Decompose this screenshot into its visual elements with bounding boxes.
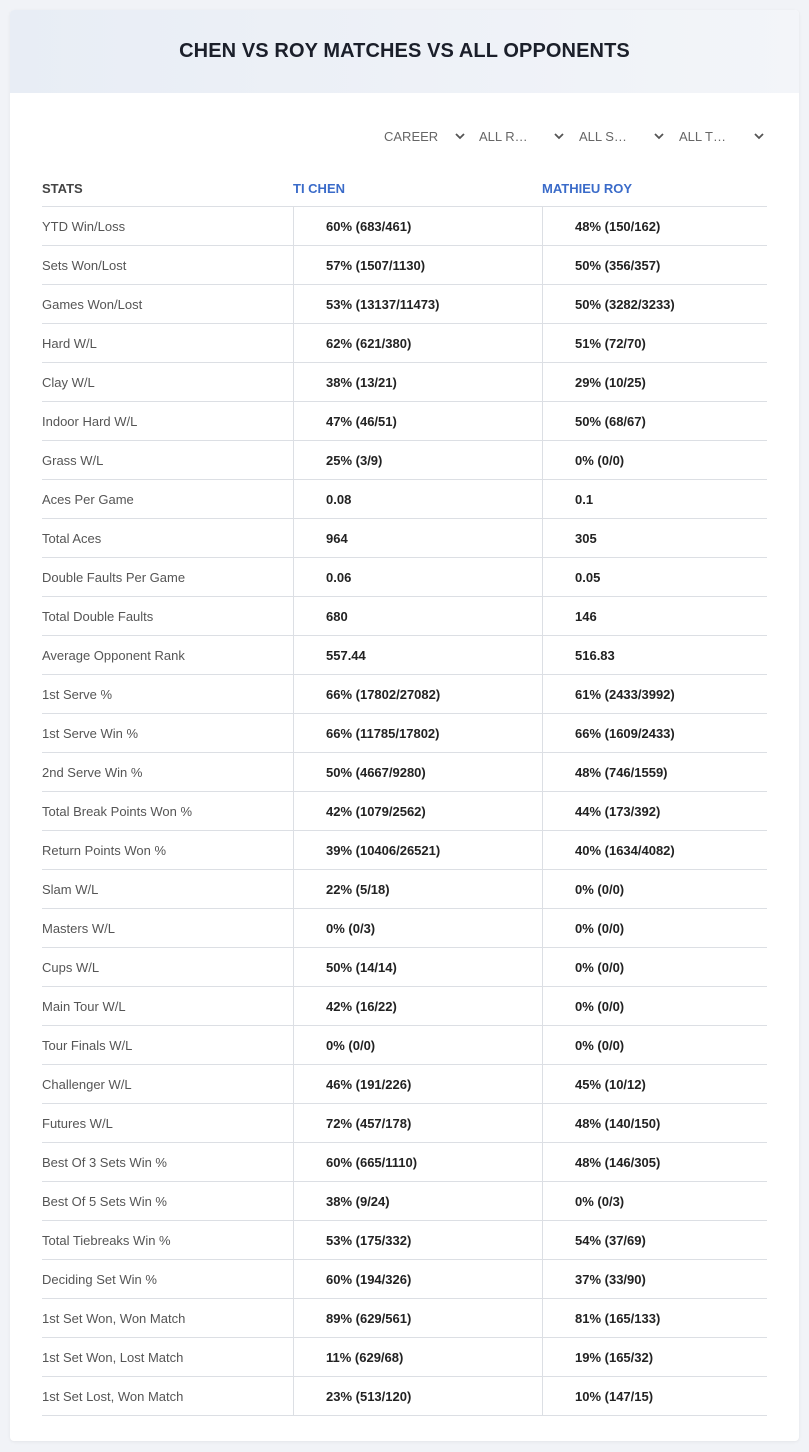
player2-value: 10% (147/15) — [542, 1377, 767, 1415]
table-row — [42, 792, 767, 831]
player1-value: 0.08 — [293, 480, 542, 518]
player1-value: 46% (191/226) — [293, 1065, 542, 1103]
table-row — [42, 1065, 767, 1104]
stat-label: Total Double Faults — [42, 608, 154, 624]
chevron-down-icon — [454, 130, 466, 142]
player2-value: 0% (0/0) — [542, 441, 767, 479]
player1-value: 25% (3/9) — [293, 441, 542, 479]
player2-value: 48% (150/162) — [542, 207, 767, 245]
stat-label: YTD Win/Loss — [42, 218, 126, 234]
player2-link[interactable]: MATHIEU ROY — [542, 180, 633, 196]
player2-value: 48% (140/150) — [542, 1104, 767, 1142]
table-row — [42, 363, 767, 402]
table-row — [42, 987, 767, 1026]
round-filter-dropdown[interactable] — [479, 125, 565, 147]
stat-label: Challenger W/L — [42, 1076, 132, 1092]
player2-value: 0% (0/0) — [542, 1026, 767, 1064]
tournament-filter-dropdown[interactable] — [679, 125, 765, 147]
stat-label: Best Of 3 Sets Win % — [42, 1154, 167, 1170]
stat-label: Slam W/L — [42, 881, 99, 897]
player1-value: 11% (629/68) — [293, 1338, 542, 1376]
stat-label: 1st Set Lost, Won Match — [42, 1388, 184, 1404]
player1-value: 23% (513/120) — [293, 1377, 542, 1415]
table-row — [42, 1260, 767, 1299]
player1-value: 72% (457/178) — [293, 1104, 542, 1142]
player1-value: 38% (13/21) — [293, 363, 542, 401]
stat-label: Sets Won/Lost — [42, 257, 127, 273]
player1-value: 680 — [293, 597, 542, 635]
player2-value: 0.1 — [542, 480, 767, 518]
stat-label: 1st Set Won, Lost Match — [42, 1349, 184, 1365]
player1-value: 60% (194/326) — [293, 1260, 542, 1298]
stat-label: 1st Serve % — [42, 686, 113, 702]
table-row — [42, 714, 767, 753]
player2-value: 48% (146/305) — [542, 1143, 767, 1181]
player1-value: 0% (0/0) — [293, 1026, 542, 1064]
stat-label: Games Won/Lost — [42, 296, 143, 312]
player1-value: 22% (5/18) — [293, 870, 542, 908]
player2-value: 516.83 — [542, 636, 767, 674]
stat-label: Futures W/L — [42, 1115, 113, 1131]
table-row — [42, 831, 767, 870]
chevron-down-icon — [553, 130, 565, 142]
player1-value: 66% (11785/17802) — [293, 714, 542, 752]
tournament-filter-label: ALL T… — [679, 128, 726, 144]
player1-value: 50% (14/14) — [293, 948, 542, 986]
table-row — [42, 519, 767, 558]
player2-value: 54% (37/69) — [542, 1221, 767, 1259]
stat-label: Aces Per Game — [42, 491, 134, 507]
stat-label: Return Points Won % — [42, 842, 167, 858]
stat-label: Hard W/L — [42, 335, 97, 351]
player1-value: 39% (10406/26521) — [293, 831, 542, 869]
player1-value: 62% (621/380) — [293, 324, 542, 362]
player2-value: 0% (0/0) — [542, 909, 767, 947]
chevron-down-icon — [653, 130, 665, 142]
table-row — [42, 246, 767, 285]
table-row — [42, 1299, 767, 1338]
chevron-down-icon — [753, 130, 765, 142]
player2-value: 61% (2433/3992) — [542, 675, 767, 713]
player1-value: 557.44 — [293, 636, 542, 674]
stat-label: Tour Finals W/L — [42, 1037, 133, 1053]
stat-label: Average Opponent Rank — [42, 647, 185, 663]
player1-value: 60% (683/461) — [293, 207, 542, 245]
stat-label: Cups W/L — [42, 959, 100, 975]
table-row — [42, 285, 767, 324]
player1-value: 42% (1079/2562) — [293, 792, 542, 830]
stat-label: Indoor Hard W/L — [42, 413, 138, 429]
player1-value: 53% (13137/11473) — [293, 285, 542, 323]
player2-value: 66% (1609/2433) — [542, 714, 767, 752]
stat-label: 1st Serve Win % — [42, 725, 139, 741]
table-row — [42, 1182, 767, 1221]
table-row — [42, 753, 767, 792]
table-row — [42, 1143, 767, 1182]
stats-card — [10, 10, 799, 1441]
table-body — [42, 207, 767, 1416]
player2-value: 0% (0/0) — [542, 987, 767, 1025]
stat-label: Grass W/L — [42, 452, 104, 468]
player2-value: 44% (173/392) — [542, 792, 767, 830]
player2-value: 19% (165/32) — [542, 1338, 767, 1376]
table-row — [42, 441, 767, 480]
player2-value: 0% (0/0) — [542, 870, 767, 908]
player2-value: 50% (3282/3233) — [542, 285, 767, 323]
stat-label: Best Of 5 Sets Win % — [42, 1193, 167, 1209]
stat-label: Deciding Set Win % — [42, 1271, 157, 1287]
player2-value: 0% (0/3) — [542, 1182, 767, 1220]
stat-label: Main Tour W/L — [42, 998, 126, 1014]
table-row — [42, 675, 767, 714]
player1-value: 964 — [293, 519, 542, 557]
table-row — [42, 870, 767, 909]
round-filter-label: ALL R… — [479, 128, 528, 144]
table-header — [42, 170, 767, 207]
player2-value: 48% (746/1559) — [542, 753, 767, 791]
stats-table — [42, 170, 767, 1416]
stat-label: Clay W/L — [42, 374, 95, 390]
table-row — [42, 402, 767, 441]
stat-label: Total Tiebreaks Win % — [42, 1232, 171, 1248]
stat-label: Total Break Points Won % — [42, 803, 193, 819]
surface-filter-label: ALL S… — [579, 128, 627, 144]
table-row — [42, 207, 767, 246]
table-row — [42, 1221, 767, 1260]
player2-value: 305 — [542, 519, 767, 557]
player2-value: 51% (72/70) — [542, 324, 767, 362]
player1-value: 57% (1507/1130) — [293, 246, 542, 284]
player1-value: 53% (175/332) — [293, 1221, 542, 1259]
player2-value: 81% (165/133) — [542, 1299, 767, 1337]
table-row — [42, 597, 767, 636]
player1-value: 38% (9/24) — [293, 1182, 542, 1220]
player1-value: 60% (665/1110) — [293, 1143, 542, 1181]
stat-label: Total Aces — [42, 530, 102, 546]
player2-value: 50% (356/357) — [542, 246, 767, 284]
table-row — [42, 1338, 767, 1377]
player2-value: 0% (0/0) — [542, 948, 767, 986]
player1-value: 50% (4667/9280) — [293, 753, 542, 791]
table-row — [42, 1377, 767, 1416]
player2-value: 37% (33/90) — [542, 1260, 767, 1298]
table-row — [42, 1026, 767, 1065]
surface-filter-dropdown[interactable] — [579, 125, 665, 147]
player1-link[interactable]: TI CHEN — [293, 180, 345, 196]
page-title: CHEN VS ROY MATCHES VS ALL OPPONENTS — [179, 40, 630, 62]
table-row — [42, 558, 767, 597]
player2-value: 29% (10/25) — [542, 363, 767, 401]
player2-value: 146 — [542, 597, 767, 635]
player2-value: 0.05 — [542, 558, 767, 596]
player1-value: 89% (629/561) — [293, 1299, 542, 1337]
player2-value: 40% (1634/4082) — [542, 831, 767, 869]
table-row — [42, 1104, 767, 1143]
player1-value: 42% (16/22) — [293, 987, 542, 1025]
player2-value: 50% (68/67) — [542, 402, 767, 440]
table-row — [42, 948, 767, 987]
player1-value: 0% (0/3) — [293, 909, 542, 947]
player2-value: 45% (10/12) — [542, 1065, 767, 1103]
period-filter-dropdown[interactable] — [384, 125, 466, 147]
stat-label: 2nd Serve Win % — [42, 764, 143, 780]
filter-bar — [384, 125, 765, 147]
player1-value: 47% (46/51) — [293, 402, 542, 440]
stat-label: Double Faults Per Game — [42, 569, 186, 585]
card-header — [10, 10, 799, 93]
table-row — [42, 636, 767, 675]
stats-column-header: STATS — [42, 180, 83, 196]
player1-value: 0.06 — [293, 558, 542, 596]
table-row — [42, 480, 767, 519]
table-row — [42, 909, 767, 948]
period-filter-label: CAREER — [384, 128, 439, 144]
player1-value: 66% (17802/27082) — [293, 675, 542, 713]
table-row — [42, 324, 767, 363]
stat-label: Masters W/L — [42, 920, 115, 936]
stat-label: 1st Set Won, Won Match — [42, 1310, 186, 1326]
